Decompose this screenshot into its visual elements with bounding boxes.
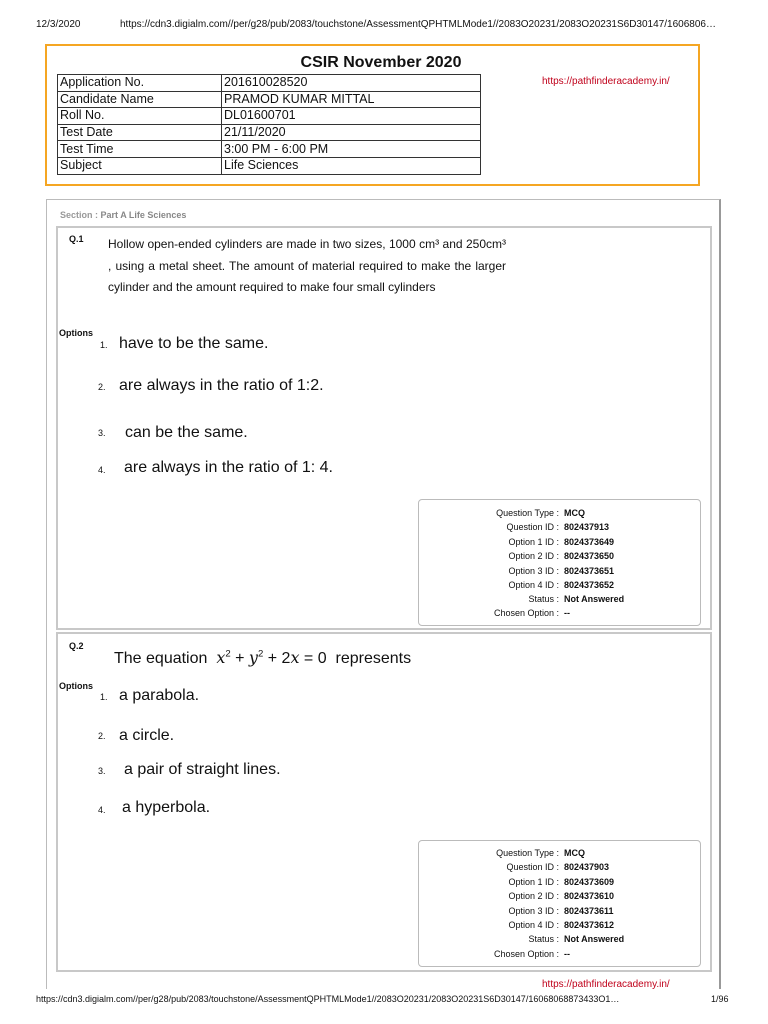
chosen-option-value: --	[564, 608, 570, 618]
section-label	[60, 210, 186, 220]
info-value: PRAMOD KUMAR MITTAL	[222, 91, 481, 108]
meta-key: Option 4 ID :	[508, 580, 559, 590]
meta-key: Option 3 ID :	[508, 906, 559, 916]
meta-value: 802437913	[564, 522, 610, 532]
meta-key: Question Type :	[496, 848, 559, 858]
meta-key: Option 2 ID :	[508, 551, 559, 561]
option-text: a pair of straight lines.	[124, 761, 281, 778]
option-number: 3.	[98, 766, 106, 776]
table-row	[58, 91, 481, 108]
meta-value: 8024373652	[564, 580, 615, 590]
option-number: 4.	[98, 805, 106, 815]
equation: $x^2 + y^2 + 2x = 0$	[216, 648, 332, 667]
meta-value: 8024373651	[564, 566, 615, 576]
meta-value: 8024373609	[564, 877, 615, 887]
option-text: can be the same.	[125, 424, 248, 441]
option-number: 4.	[98, 465, 106, 475]
table-row	[58, 157, 481, 174]
table-row	[58, 124, 481, 141]
question-text: Hollow open-ended cylinders are made in two sizes, 1000 cm³ and 250cm³ , using a metal sheet. The amount of material required to make the larger cylinder and the amount required to make four small cylinders	[108, 237, 506, 294]
meta-key: Chosen Option :	[493, 608, 559, 618]
question-meta-box	[418, 840, 701, 967]
info-key: Test Date	[58, 124, 222, 141]
question-text-before: The equation	[114, 650, 208, 667]
meta-key: Option 1 ID :	[508, 537, 559, 547]
candidate-table	[57, 74, 481, 175]
meta-key: Chosen Option :	[493, 949, 559, 959]
table-row	[58, 108, 481, 125]
question-number: Q.1	[69, 234, 84, 244]
option-number: 1.	[100, 340, 108, 350]
option-text: are always in the ratio of 1: 4.	[124, 459, 333, 476]
info-value: 3:00 PM - 6:00 PM	[222, 141, 481, 158]
option-text: are always in the ratio of 1:2.	[119, 377, 324, 394]
chosen-option-value: --	[564, 949, 570, 959]
meta-value: 8024373610	[564, 891, 615, 901]
meta-key: Option 2 ID :	[508, 891, 559, 901]
info-key: Subject	[58, 157, 222, 174]
site-link-bottom[interactable]: https://pathfinderacademy.in/	[542, 979, 670, 990]
options-label: Options	[59, 328, 93, 338]
option-text: a parabola.	[119, 687, 200, 704]
meta-key: Option 1 ID :	[508, 877, 559, 887]
option-text: a hyperbola.	[122, 799, 211, 816]
meta-key: Option 4 ID :	[508, 920, 559, 930]
meta-key: Question Type :	[496, 508, 559, 518]
info-key: Application No.	[58, 75, 222, 92]
info-key: Candidate Name	[58, 91, 222, 108]
question-text-after: represents	[335, 650, 412, 667]
question-number: Q.2	[69, 641, 84, 651]
table-row	[58, 141, 481, 158]
print-url-bottom: https://cdn3.digialm.com//per/g28/pub/2083/touchstone/AssessmentQPHTMLMode1//2083O20231/2083O20231S6D30147/16068068873433O1…	[36, 994, 620, 1004]
status-value: Not Answered	[564, 594, 625, 604]
status-value: Not Answered	[564, 934, 625, 944]
meta-value: 8024373650	[564, 551, 615, 561]
print-url-top: https://cdn3.digialm.com//per/g28/pub/2083/touchstone/AssessmentQPHTMLMode1//2083O20231/2083O20231S6D30147/1606806…	[120, 19, 716, 30]
question-text	[114, 648, 411, 668]
table-row	[58, 75, 481, 92]
option-number: 2.	[98, 731, 106, 741]
info-value: DL01600701	[222, 108, 481, 125]
option-number: 1.	[100, 692, 108, 702]
meta-value: 8024373649	[564, 537, 615, 547]
exam-title: CSIR November 2020	[300, 54, 462, 71]
info-value: 201610028520	[222, 75, 481, 92]
question-meta-box	[418, 499, 701, 626]
info-key: Roll No.	[58, 108, 222, 125]
info-value: Life Sciences	[222, 157, 481, 174]
print-date: 12/3/2020	[36, 19, 81, 30]
option-text: a circle.	[119, 727, 175, 744]
info-value: 21/11/2020	[222, 124, 481, 141]
option-number: 3.	[98, 428, 106, 438]
meta-key: Question ID :	[506, 862, 559, 872]
option-number: 2.	[98, 382, 106, 392]
info-key: Test Time	[58, 141, 222, 158]
meta-key: Status :	[528, 594, 559, 604]
section-prefix: Section :	[60, 210, 99, 220]
meta-key: Question ID :	[506, 522, 559, 532]
meta-value: 8024373611	[564, 906, 614, 916]
page-counter: 1/96	[711, 994, 729, 1004]
meta-value: 802437903	[564, 862, 610, 872]
meta-key: Option 3 ID :	[508, 566, 559, 576]
meta-value: 8024373612	[564, 920, 615, 930]
site-link-top[interactable]: https://pathfinderacademy.in/	[542, 76, 670, 87]
section-name: Part A Life Sciences	[100, 210, 187, 220]
meta-value: MCQ	[564, 508, 585, 518]
meta-value: MCQ	[564, 848, 585, 858]
meta-key: Status :	[528, 934, 559, 944]
options-label: Options	[59, 681, 93, 691]
option-text: have to be the same.	[119, 335, 269, 352]
